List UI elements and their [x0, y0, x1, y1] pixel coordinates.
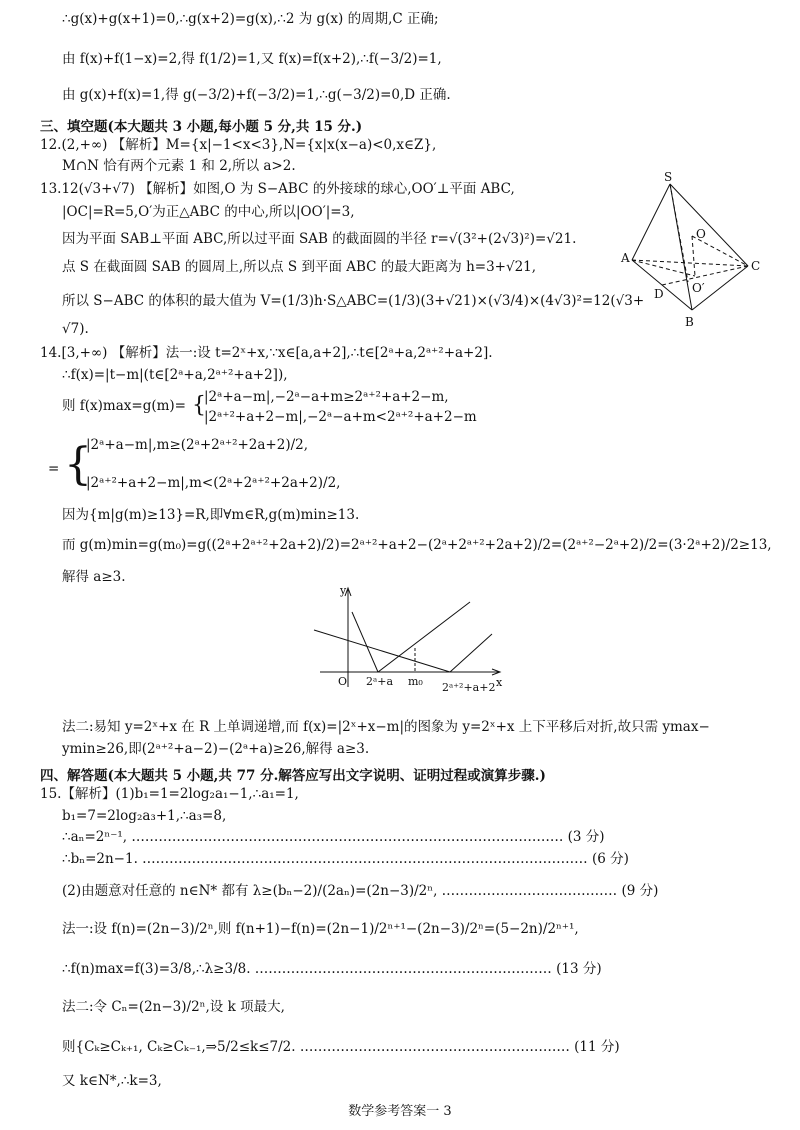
answer-14-line: |2ᵃ+a−m|,−2ᵃ−a+m≥2ᵃ⁺²+a+2−m, — [204, 389, 449, 405]
answer-15-line: 又 k∈N*,∴k=3, — [62, 1073, 162, 1089]
answer-14-line: ymin≥26,即(2ᵃ⁺²+a−2)−(2ᵃ+a)≥26,解得 a≥3. — [62, 741, 370, 757]
answer-13-line: |OC|=R=5,O′为正△ABC 的中心,所以|OO′|=3, — [62, 204, 355, 220]
answer-14-line: 解得 a≥3. — [62, 569, 126, 585]
equals-sign: = — [48, 461, 60, 477]
left-brace: { — [64, 439, 92, 490]
answer-13-line: 点 S 在截面圆 SAB 的圆周上,所以点 S 到平面 ABC 的最大距离为 h=3+√21, — [62, 259, 537, 275]
answer-15-line: ∴f(n)max=f(3)=3/8,∴λ≥3/8. ………………………………………………………… (13 分) — [62, 961, 602, 977]
answer-14-line: 而 g(m)min=g(m₀)=g((2ᵃ+2ᵃ⁺²+2a+2)/2)=2ᵃ⁺²+a+2−(2ᵃ+2ᵃ⁺²+2a+2)/2=(2ᵃ⁺²−2ᵃ+2)/2=(3·2ᵃ+2)/2≥13, — [62, 537, 772, 553]
answer-14-line: |2ᵃ⁺²+a+2−m|,−2ᵃ−a+m<2ᵃ⁺²+a+2−m — [204, 409, 477, 425]
origin-label: O — [338, 675, 348, 688]
vertex-label-s: S — [664, 170, 673, 184]
answer-14-line: 因为{m|g(m)≥13}=R,即∀m∈R,g(m)min≥13. — [62, 507, 360, 523]
vertex-label-d: D — [654, 287, 664, 301]
function-graph — [300, 582, 520, 697]
answer-14-line: |2ᵃ⁺²+a+2−m|,m<(2ᵃ+2ᵃ⁺²+2a+2)/2, — [86, 475, 341, 491]
vertex-label-c: C — [751, 259, 761, 273]
answer-15-line: 则{Cₖ≥Cₖ₊₁, Cₖ≥Cₖ₋₁,⇒5/2≤k≤7/2. …………………………………………………… (11 分) — [62, 1039, 620, 1055]
answer-15-line: b₁=7=2log₂a₃+1,∴a₃=8, — [62, 808, 227, 824]
tick-label: 2ᵃ⁺²+a+2 — [442, 681, 496, 694]
tick-label: 2ᵃ+a — [366, 675, 394, 688]
tetrahedron-figure — [620, 170, 770, 335]
answer-14-line: |2ᵃ+a−m|,m≥(2ᵃ+2ᵃ⁺²+2a+2)/2, — [86, 437, 309, 453]
line-text: 由 f(x)+f(1−x)=2,得 f(1/2)=1,又 f(x)=f(x+2),∴f(−3/2)=1, — [62, 51, 442, 67]
page-footer: 数学参考答案一 3 — [348, 1104, 452, 1119]
answer-14-line: 法二:易知 y=2ˣ+x 在 R 上单调递增,而 f(x)=|2ˣ+x−m|的图象为 y=2ˣ+x 上下平移后对折,故只需 ymax− — [62, 719, 710, 735]
axis-label-y: y — [340, 584, 347, 597]
answer-14-line: 14.[3,+∞) 【解析】法一:设 t=2ˣ+x,∵x∈[a,a+2],∴t∈[2ᵃ+a,2ᵃ⁺²+a+2]. — [40, 345, 493, 361]
answer-15-line: 法二:令 Cₙ=(2n−3)/2ⁿ,设 k 项最大, — [62, 999, 285, 1015]
answer-14-line: ∴f(x)=|t−m|(t∈[2ᵃ+a,2ᵃ⁺²+a+2]), — [62, 367, 288, 383]
answer-14-line: 则 f(x)max=g(m)= — [62, 398, 186, 414]
tick-label: m₀ — [408, 675, 423, 688]
answer-13-line: 所以 S−ABC 的体积的最大值为 V=(1/3)h·S△ABC=(1/3)(3+√21)×(√3/4)×(4√3)²=12(√3+ — [62, 293, 645, 309]
answer-13-line: 因为平面 SAB⊥平面 ABC,所以过平面 SAB 的截面圆的半径 r=√(3²+(2√3)²)=√21. — [62, 231, 577, 247]
answer-15-line: ∴aₙ=2ⁿ⁻¹, …………………………………………………………………………………… (3 分) — [62, 829, 605, 845]
line-text: 由 g(x)+f(x)=1,得 g(−3/2)+f(−3/2)=1,∴g(−3/2)=0,D 正确. — [62, 87, 451, 103]
line-text: ∴g(x)+g(x+1)=0,∴g(x+2)=g(x),∴2 为 g(x) 的周期,C 正确; — [62, 11, 439, 27]
answer-15-line: 15.【解析】(1)b₁=1=2log₂a₁−1,∴a₁=1, — [40, 786, 299, 802]
vertex-label-o-prime: O′ — [692, 281, 705, 295]
vertex-label-o: O — [696, 227, 706, 241]
answer-15-line: (2)由题意对任意的 n∈N* 都有 λ≥(bₙ−2)/(2aₙ)=(2n−3)/2ⁿ, ………………………………… (9 分) — [62, 883, 659, 899]
answer-13-line: 13.12(√3+√7) 【解析】如图,O 为 S−ABC 的外接球的球心,OO′⊥平面 ABC, — [40, 181, 515, 197]
axis-label-x: x — [496, 676, 503, 689]
answer-13-line: √7). — [62, 321, 89, 337]
answer-15-line: ∴bₙ=2n−1. ……………………………………………………………………………………… (6 分) — [62, 851, 629, 867]
answer-15-line: 法一:设 f(n)=(2n−3)/2ⁿ,则 f(n+1)−f(n)=(2n−1)/2ⁿ⁺¹−(2n−3)/2ⁿ=(5−2n)/2ⁿ⁺¹, — [62, 921, 579, 937]
answer-12-line: M∩N 恰有两个元素 1 和 2,所以 a>2. — [62, 158, 296, 174]
vertex-label-a: A — [621, 251, 630, 265]
section-heading-solutions: 四、解答题(本大题共 5 小题,共 77 分.解答应写出文字说明、证明过程或演算步骤.) — [40, 768, 546, 784]
answer-12-line: 12.(2,+∞) 【解析】M={x|−1<x<3},N={x|x(x−a)<0,x∈Z}, — [40, 137, 437, 153]
vertex-label-b: B — [685, 315, 694, 329]
left-brace: { — [192, 393, 206, 418]
section-heading-fill-in: 三、填空题(本大题共 3 小题,每小题 5 分,共 15 分.) — [40, 119, 363, 135]
